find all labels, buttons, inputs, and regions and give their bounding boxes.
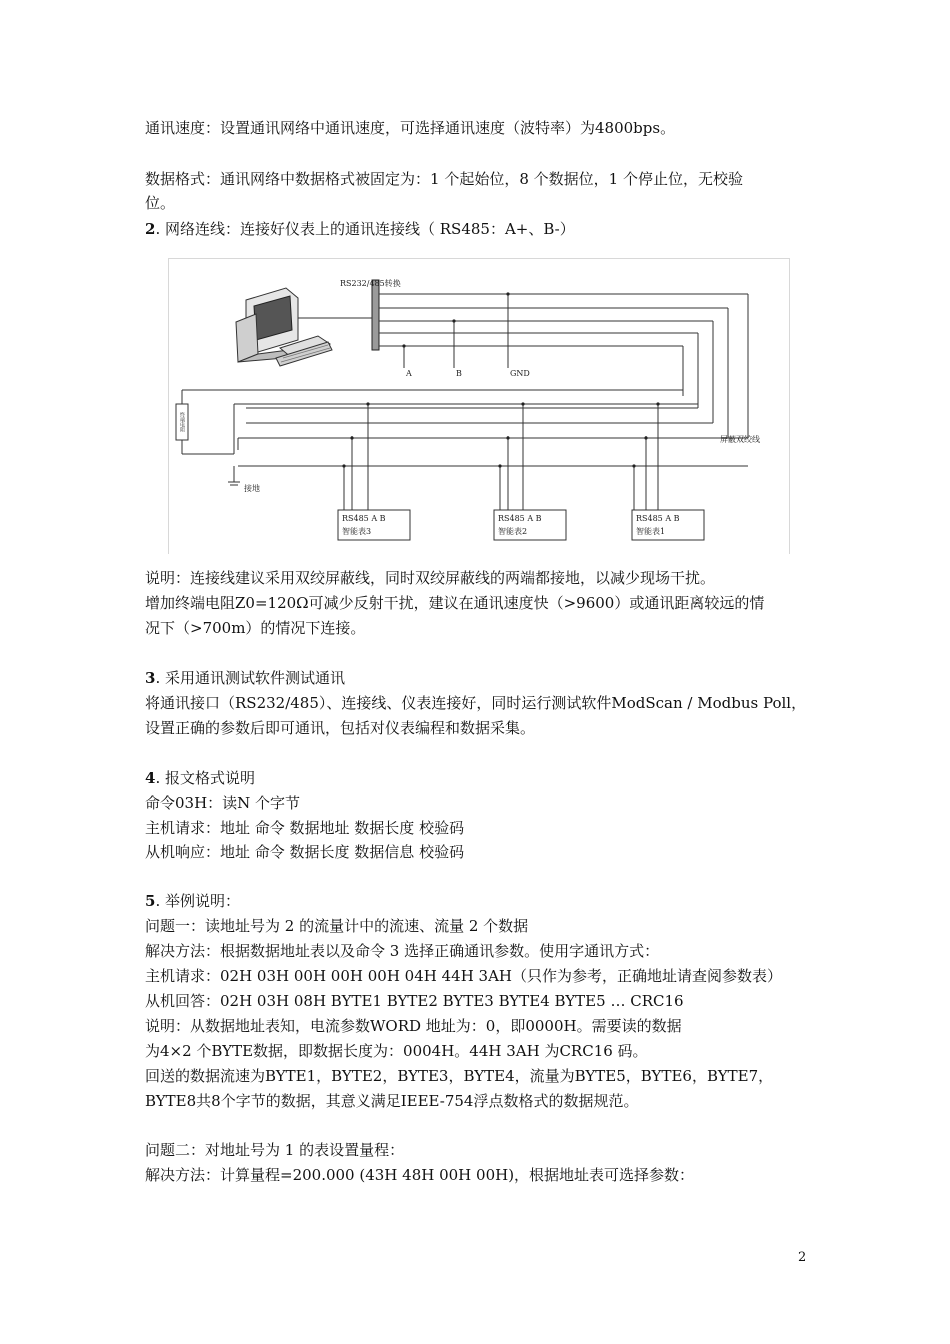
section-3-heading: [145, 668, 810, 688]
section-4-heading: [145, 768, 810, 788]
section-2-title: . 网络连线：连接好仪表上的通讯连接线（ RS485：A+、B-）: [155, 220, 575, 238]
meter-1-port-label: RS485 A B: [636, 514, 680, 523]
terminal-b-label: B: [456, 369, 462, 378]
section-4-number: 4: [145, 769, 156, 787]
section-4-line-2: 主机请求：地址 命令 数据地址 数据长度 校验码: [145, 819, 465, 837]
section-3-title: . 采用通讯测试软件测试通讯: [155, 669, 345, 687]
section-5-line-4: 从机回答：02H 03H 08H BYTE1 BYTE2 BYTE3 BYTE4 BYTE5 … CRC16: [145, 992, 684, 1010]
meter-2-box: [494, 510, 566, 540]
section-4-title: . 报文格式说明: [155, 769, 255, 787]
comm-speed-paragraph: 通讯速度：设置通讯网络中通讯速度，可选择通讯速度（波特率）为4800bps。: [145, 119, 676, 137]
meter-1-box: [632, 510, 704, 540]
section-5-heading: [145, 891, 810, 911]
terminal-a-label: A: [406, 369, 412, 378]
section-3-number: 3: [145, 669, 156, 687]
data-format-paragraph: 数据格式：通讯网络中数据格式被固定为：1 个起始位，8 个数据位，1 个停止位，无校验: [145, 170, 743, 188]
section-5-line-8: BYTE8共8个字节的数据，其意义满足IEEE-754浮点数格式的数据规范。: [145, 1092, 639, 1110]
section-2-number: 2: [145, 220, 156, 238]
wiring-diagram: [168, 258, 790, 554]
note-terminal-resistor: 增加终端电阻Z0=120Ω可减少反射干扰，建议在通讯速度快（>9600）或通讯距离较远的情: [145, 594, 765, 612]
converter-label: RS232/485转换: [340, 279, 401, 288]
meter-2-name: 智能表2: [498, 527, 528, 536]
meter-2-port-label: RS485 A B: [498, 514, 542, 523]
section-5-line-6: 为4×2 个BYTE数据，即数据长度为：0004H。44H 3AH 为CRC16 码。: [145, 1042, 648, 1060]
section-5-line-1: 问题一：读地址号为 2 的流量计中的流速、流量 2 个数据: [145, 917, 529, 935]
note-shielded-cable: 说明：连接线建议采用双绞屏蔽线，同时双绞屏蔽线的两端都接地，以减少现场干扰。: [145, 569, 716, 587]
section-4-line-3: 从机响应：地址 命令 数据长度 数据信息 校验码: [145, 843, 465, 861]
ground-label: 接地: [244, 484, 260, 493]
section-5-number: 5: [145, 892, 156, 910]
meter-3-box: [338, 510, 410, 540]
meter-3-name: 智能表3: [342, 527, 372, 536]
section-3-line-1: 将通讯接口（RS232/485）、连接线、仪表连接好，同时运行测试软件ModScan / Modbus Poll，: [145, 694, 807, 712]
section-5-title: . 举例说明：: [155, 892, 240, 910]
cable-label: 屏蔽双绞线: [720, 435, 760, 444]
question-2-line-1: 问题二：对地址号为 1 的表设置量程：: [145, 1141, 405, 1159]
meter-3-port-label: RS485 A B: [342, 514, 386, 523]
page-number: 2: [798, 1250, 807, 1265]
section-5-line-7: 回送的数据流速为BYTE1，BYTE2，BYTE3，BYTE4，流量为BYTE5，BYTE6，BYTE7，: [145, 1067, 774, 1085]
section-5-line-5: 说明：从数据地址表知，电流参数WORD 地址为：0，即0000H。需要读的数据: [145, 1017, 682, 1035]
note-terminal-resistor-cont: 况下（>700m）的情况下连接。: [145, 619, 366, 637]
section-5-line-3: 主机请求：02H 03H 00H 00H 00H 04H 44H 3AH（只作为参考，正确地址请查阅参数表）: [145, 967, 783, 985]
data-format-paragraph-cont: 位。: [145, 194, 176, 212]
question-2-line-2: 解决方法：计算量程=200.000 (43H 48H 00H 00H)，根据地址表可选择参数：: [145, 1166, 695, 1184]
section-3-line-2: 设置正确的参数后即可通讯，包括对仪表编程和数据采集。: [145, 719, 536, 737]
section-4-line-1: 命令03H：读N 个字节: [145, 794, 301, 812]
computer-icon: [236, 288, 332, 366]
terminal-resistor-label: 终端电阻: [179, 412, 185, 432]
terminal-gnd-label: GND: [510, 369, 530, 378]
meter-1-name: 智能表1: [636, 527, 666, 536]
section-2-heading: [145, 219, 810, 239]
section-5-line-2: 解决方法：根据数据地址表以及命令 3 选择正确通讯参数。使用字通讯方式：: [145, 942, 660, 960]
converter-block: [372, 280, 379, 350]
